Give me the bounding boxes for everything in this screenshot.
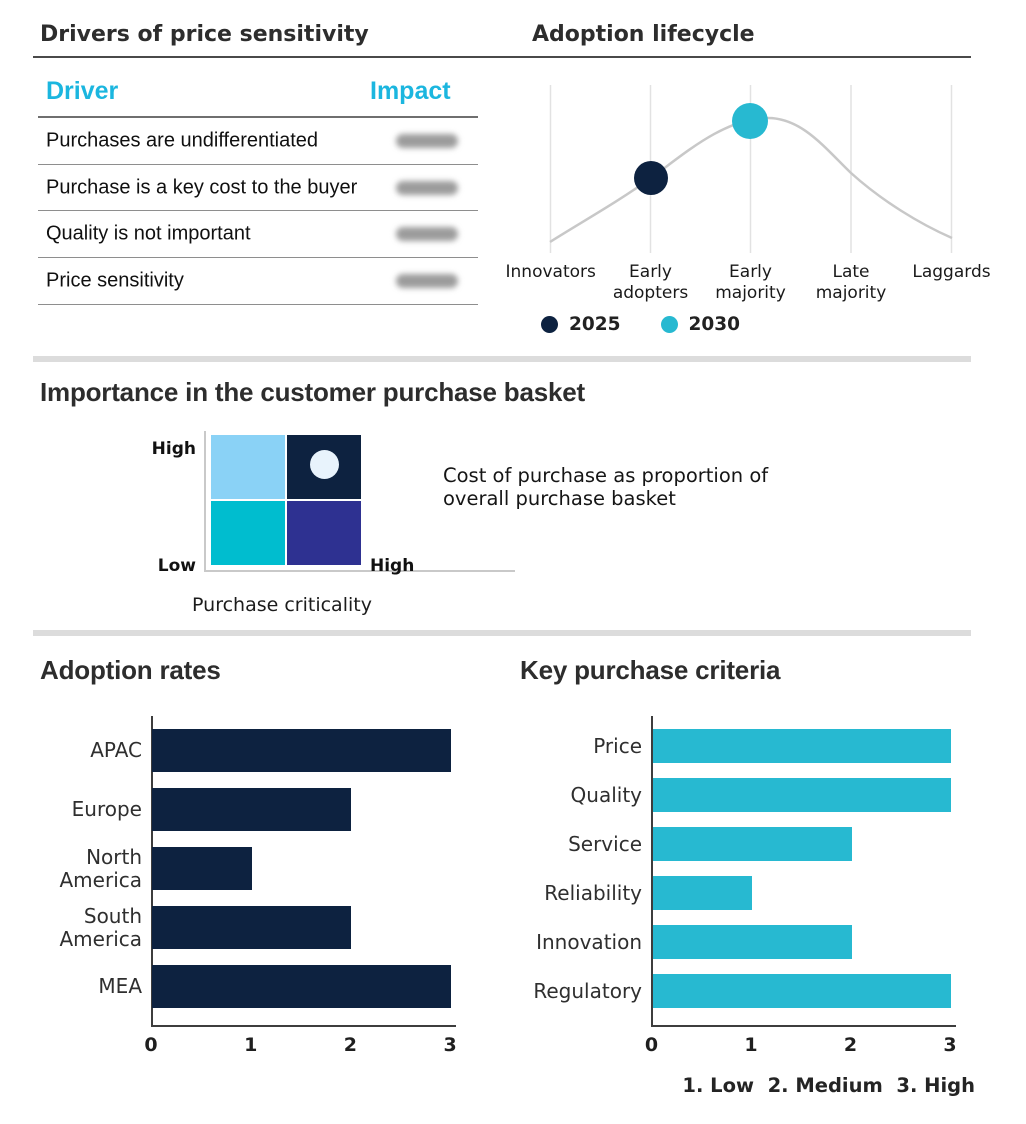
- bar-label: Innovation: [536, 929, 642, 954]
- section-divider: [33, 630, 971, 636]
- lifecycle-marker-2030: [732, 103, 768, 139]
- rates-x-axis: [151, 1025, 456, 1027]
- criteria-x-axis: [651, 1025, 956, 1027]
- table-row: [38, 165, 478, 212]
- bar: [152, 729, 451, 772]
- bar: [653, 827, 852, 861]
- bar-label: Price: [593, 733, 642, 758]
- bar-label: Quality: [570, 782, 642, 807]
- table-row: [38, 211, 478, 258]
- bar-label: Europe: [71, 797, 142, 821]
- matrix-x-axis: [204, 570, 515, 572]
- bar-label: North America: [59, 844, 142, 892]
- quadrant-bottom-left: [211, 501, 285, 565]
- bar-label: South America: [59, 903, 142, 951]
- table-row: [38, 118, 478, 165]
- legend-label: 2030: [688, 314, 740, 335]
- bar: [152, 847, 252, 890]
- impact-redacted-blob: [396, 227, 458, 241]
- bar: [152, 965, 451, 1008]
- row-driver-label: Price sensitivity: [46, 269, 184, 292]
- legend-item: [661, 314, 741, 335]
- matrix-y-axis: [204, 431, 206, 572]
- criteria-scale-footnote: 1. Low 2. Medium 3. High: [682, 1074, 975, 1097]
- quadrant-bottom-right: [287, 501, 361, 565]
- bar: [653, 729, 952, 763]
- drivers-table-body: [38, 118, 478, 305]
- bar-label: MEA: [98, 974, 142, 998]
- axis-tick-label: 2: [843, 1034, 858, 1056]
- bar-label: Regulatory: [533, 978, 642, 1003]
- row-driver-label: Purchases are undifferentiated: [46, 129, 319, 152]
- lifecycle-category-label: Late majority: [815, 262, 887, 304]
- lifecycle-marker-2025: [634, 161, 668, 195]
- bar-label: Reliability: [544, 880, 642, 905]
- impact-redacted-blob: [396, 274, 458, 288]
- row-driver-label: Purchase is a key cost to the buyer: [46, 176, 358, 199]
- matrix-x-title: Purchase criticality: [192, 594, 372, 616]
- basket-annotation: Cost of purchase as proportion of overall purchase basket: [443, 464, 769, 510]
- bar: [152, 788, 351, 831]
- axis-tick-label: 3: [943, 1034, 957, 1056]
- bar: [152, 906, 351, 949]
- axis-tick-label: 1: [244, 1034, 258, 1056]
- lifecycle-category-label: Early majority: [715, 262, 786, 304]
- row-driver-label: Quality is not important: [46, 222, 251, 245]
- quadrant-top-left: [211, 435, 285, 499]
- axis-tick-label: 0: [144, 1034, 158, 1056]
- bar: [653, 778, 952, 812]
- matrix-y-high-label: High: [151, 439, 196, 459]
- impact-redacted-blob: [396, 134, 458, 148]
- legend-swatch: [541, 316, 558, 333]
- criteria-title: Key purchase criteria: [520, 655, 781, 685]
- legend-label: 2025: [569, 314, 621, 335]
- legend-item: [541, 314, 621, 335]
- bar: [653, 974, 952, 1008]
- lifecycle-legend: [541, 314, 740, 335]
- legend-swatch: [661, 316, 678, 333]
- rates-title: Adoption rates: [40, 655, 221, 685]
- section-divider: [33, 356, 971, 362]
- title-rule: [33, 56, 971, 58]
- axis-tick-label: 1: [744, 1034, 758, 1056]
- lifecycle-category-label: Early adopters: [612, 262, 689, 304]
- quadrant-matrix: [211, 435, 361, 565]
- bar-label: APAC: [90, 738, 142, 762]
- matrix-y-low-label: Low: [157, 556, 196, 576]
- bar: [653, 876, 753, 910]
- drivers-table-header: [38, 70, 478, 118]
- axis-tick-label: 0: [644, 1034, 659, 1056]
- table-row: [38, 258, 478, 305]
- axis-tick-label: 2: [343, 1034, 357, 1056]
- lifecycle-chart: [508, 82, 994, 258]
- impact-redacted-blob: [396, 181, 458, 195]
- axis-tick-label: 3: [443, 1034, 457, 1056]
- column-header-impact: Impact: [370, 77, 451, 105]
- lifecycle-category-label: Laggards: [912, 262, 991, 282]
- bar-label: Service: [568, 831, 642, 856]
- matrix-x-high-label: High: [370, 556, 415, 576]
- lifecycle-category-label: Innovators: [505, 262, 596, 282]
- column-header-driver: Driver: [46, 77, 119, 105]
- matrix-marker-dot: [310, 450, 339, 479]
- bar: [653, 925, 852, 959]
- basket-title: Importance in the customer purchase basket: [40, 377, 585, 407]
- lifecycle-title: Adoption lifecycle: [532, 22, 755, 47]
- drivers-title: Drivers of price sensitivity: [40, 22, 369, 47]
